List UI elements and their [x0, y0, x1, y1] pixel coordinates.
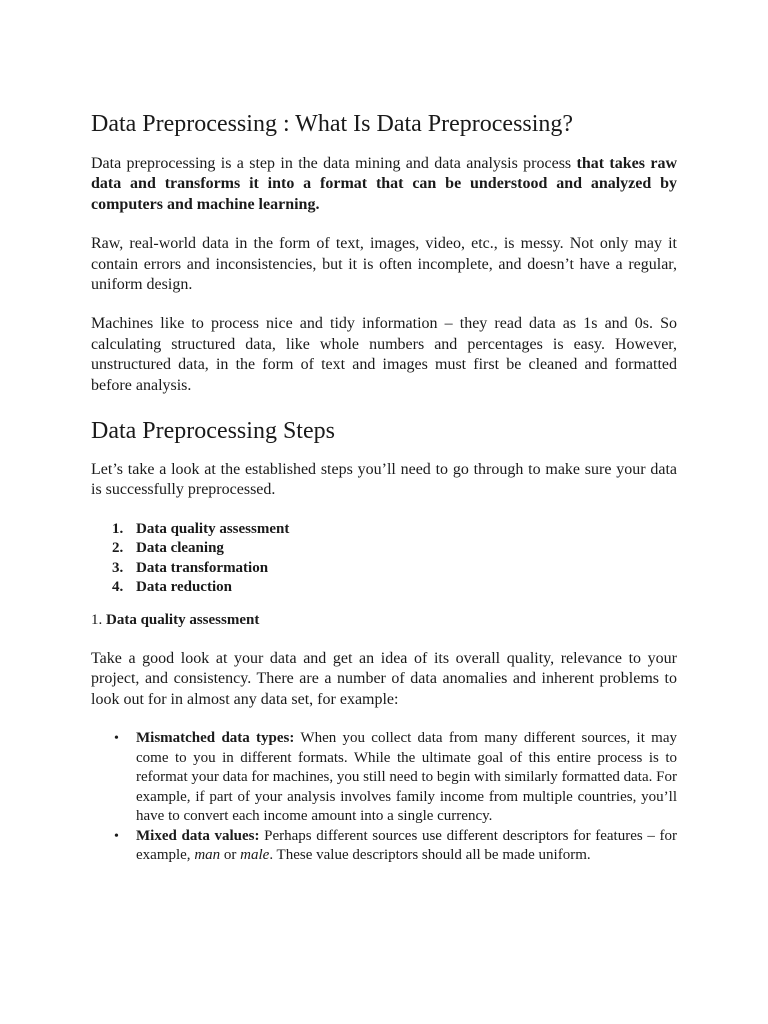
machines-paragraph: Machines like to process nice and tidy information – they read data as 1s and 0s. So calculating structured data, like whole numbers and percentages is easy. However, unstructured data, in the form of text and images must first be cleaned and formatted before analysis. — [91, 315, 677, 394]
list-label: Data cleaning — [136, 540, 224, 557]
list-item — [91, 578, 677, 598]
bullet-italic-man: man — [194, 847, 221, 864]
steps-list — [91, 520, 677, 598]
intro-text: Data preprocessing is a step in the data mining and data analysis process — [91, 155, 577, 172]
section1-title: Data quality assessment — [106, 611, 260, 628]
list-item — [91, 539, 677, 559]
bullet-text: When you collect data from many different sources, it may come to you in different formats. While the ultimate goal of this entire process is to reformat your data for machines, you still need to begin with similarly formatted data. For example, if part of your analysis involves family income from multiple countries, you’ll have to convert each income amount into a single currency. — [136, 730, 677, 825]
bullet-icon: • — [114, 828, 119, 844]
bullet-icon: • — [114, 731, 119, 747]
intro-bold-text: that takes raw data and transforms it into a format that can be understood and analyzed by computers and machine learning. — [91, 155, 677, 213]
bullet-italic-male: male — [240, 847, 270, 864]
list-label: Data reduction — [136, 579, 232, 596]
list-number: 3. — [112, 559, 124, 576]
section1-body: Take a good look at your data and get an idea of its overall quality, relevance to your project, and consistency. There are a number of data anomalies and inherent problems to look out for in almost any data set, for example: — [91, 649, 677, 708]
list-number: 1. — [112, 520, 124, 537]
bullet-term: Mixed data values: — [136, 827, 260, 844]
bullet-text: . These value descriptors should all be made uniform. — [269, 847, 591, 864]
list-number: 2. — [112, 540, 124, 557]
list-item — [91, 729, 677, 827]
intro-paragraph — [91, 154, 677, 215]
document-title: Data Preprocessing : What Is Data Preprocessing? — [91, 111, 574, 137]
anomalies-list — [91, 729, 677, 866]
list-item — [91, 827, 677, 866]
bullet-text: Perhaps different sources use different descriptors for features – for example, — [136, 827, 677, 864]
section1-heading — [91, 610, 677, 630]
steps-heading: Data Preprocessing Steps — [91, 418, 335, 445]
raw-data-paragraph: Raw, real-world data in the form of text, images, video, etc., is messy. Not only may it contain errors and inconsistencies, but it is often incomplete, and doesn’t have a regular, uniform design. — [91, 235, 677, 294]
list-label: Data transformation — [136, 559, 269, 576]
section1-number: 1. — [91, 611, 106, 628]
list-label: Data quality assessment — [136, 520, 290, 537]
list-item — [91, 559, 677, 579]
steps-intro-paragraph: Let’s take a look at the established steps you’ll need to go through to make sure your data is successfully preprocessed. — [91, 461, 677, 499]
document-page — [91, 108, 677, 866]
list-number: 4. — [112, 579, 124, 596]
list-item — [91, 520, 677, 540]
bullet-term: Mismatched data types: — [136, 730, 295, 747]
bullet-text: or — [220, 847, 241, 864]
